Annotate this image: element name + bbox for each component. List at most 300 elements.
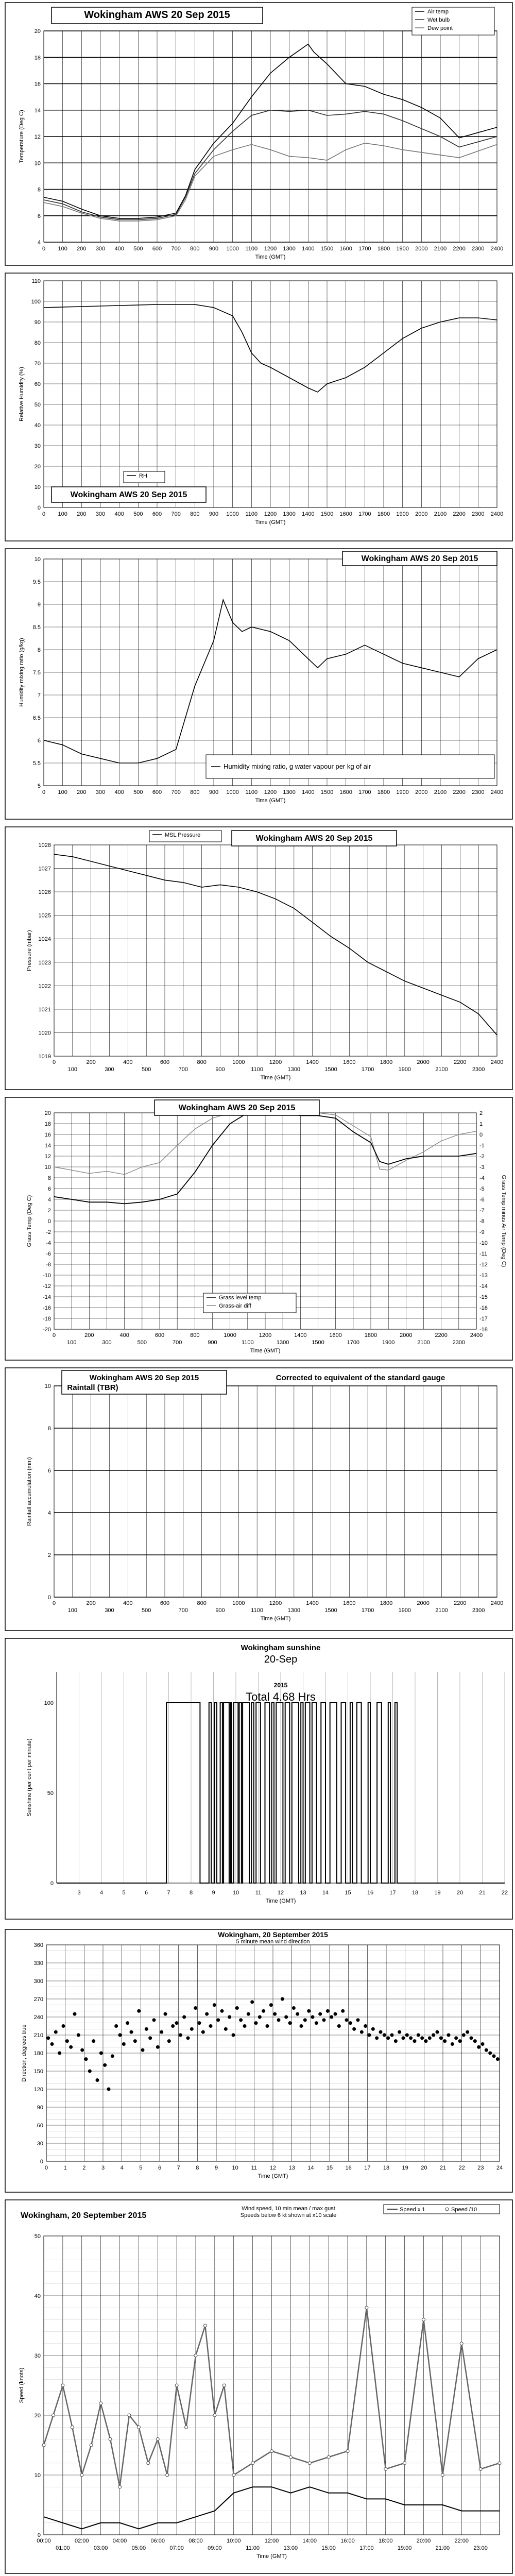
scatter-point [65,2039,69,2043]
y-tick-label: 1024 [38,936,51,943]
y-tick-label: 40 [34,2293,41,2299]
scatter-point [371,2027,375,2031]
x-tick-label: 07:00 [169,2545,184,2551]
y-tick-label-right: -2 [479,1154,485,1160]
scatter-point [311,2015,315,2019]
x-tick-label: 1200 [264,511,277,517]
x-tick-label: 2000 [400,1332,413,1338]
scatter-point [485,2048,488,2052]
scatter-point [481,2042,485,2046]
scatter-point [194,2006,197,2010]
x-tick-label: 2400 [470,1332,483,1338]
x-tick-label: 900 [215,1066,225,1073]
x-tick-label: 22 [458,2165,465,2171]
chart-year: 2015 [273,1682,288,1689]
x-tick-label: 400 [114,246,124,252]
scatter-point [145,2027,148,2031]
scatter-point [164,2012,167,2016]
x-tick-label: 2200 [454,1059,467,1065]
y-tick-label: 6 [37,738,41,744]
y-tick-label: 8 [47,1426,51,1432]
series-point [147,2462,150,2465]
x-tick-label: 1700 [361,1066,374,1073]
x-tick-label: 2100 [435,1066,448,1073]
y-axis-label: Relative Humidity (%) [19,367,25,421]
x-tick-label: 1600 [339,511,352,517]
x-tick-label: 400 [123,1600,133,1606]
x-tick-label: 1400 [302,789,315,795]
y-tick-label: 4 [47,1197,51,1203]
scatter-point [133,2039,137,2043]
x-tick-label: 15:00 [321,2545,336,2551]
chart-subtitle: 5 minute mean wind direction [236,1939,310,1945]
y-tick-label: 30 [37,2141,43,2147]
scatter-point [54,2030,58,2034]
x-tick-label: 1900 [396,511,409,517]
scatter-point [462,2033,466,2037]
x-tick-label: 0 [42,789,46,795]
series-point [403,2462,406,2465]
x-tick-label: 600 [152,789,162,795]
scatter-point [417,2033,420,2037]
x-tick-label: 06:00 [150,2538,165,2544]
x-tick-label: 300 [102,1340,112,1346]
scatter-point [318,2012,322,2016]
x-tick-label: 14 [307,2165,314,2171]
scatter-point [284,2015,288,2019]
y-tick-label-right: -11 [479,1251,488,1257]
scatter-point [458,2039,462,2043]
y-tick-label-right: -13 [479,1273,488,1279]
scatter-point [114,2024,118,2028]
scatter-point [92,2039,95,2043]
y-tick-label-right: 2 [479,1110,483,1116]
scatter-point [360,2030,364,2034]
x-tick-label: 1000 [232,1600,245,1606]
y-tick-label: 16 [44,1132,51,1138]
series-point [52,2414,55,2417]
x-tick-label: 1300 [283,246,296,252]
x-axis-label: Time (GMT) [265,1898,296,1904]
series-point [251,2462,254,2465]
y-tick-label: 20 [34,28,41,35]
series-point [90,2444,93,2447]
y-tick-label: 1021 [38,1006,51,1013]
scatter-point [266,2024,269,2028]
x-tick-label: 19 [434,1890,441,1896]
scatter-point [300,2024,303,2028]
scatter-point [466,2030,469,2034]
x-tick-label: 1500 [324,1066,337,1073]
scatter-point [88,2070,92,2073]
grass-temp-chart [0,1095,515,1363]
y-tick-label: 8 [47,1175,51,1181]
scatter-point [111,2054,114,2058]
legend-entry: MSL Pressure [165,832,201,838]
x-tick-label: 1400 [302,246,315,252]
scatter-point [148,2036,152,2040]
scatter-point [201,2030,205,2034]
x-tick-label: 2300 [472,511,485,517]
series-point [99,2402,102,2405]
x-tick-label: 7 [177,2165,180,2171]
y-axis-label: Sunshine (per cent per minute) [26,1738,32,1817]
y-tick-label: 1026 [38,889,51,896]
scatter-point [103,2063,107,2067]
chart-subtitle: Speeds below 6 kt shown at x10 scale [240,2212,337,2218]
series-point [384,2467,387,2470]
y-tick-label: 1025 [38,912,51,919]
series-point [203,2324,207,2327]
y-tick-label: 1028 [38,842,51,849]
legend-entry: Dew point [427,25,453,31]
y-tick-label: -6 [46,1251,51,1257]
y-tick-label: 7.5 [32,670,41,676]
scatter-point [496,2057,500,2061]
y-tick-label: 9 [37,602,41,608]
x-tick-label: 09:00 [208,2545,222,2551]
y-tick-label: 6 [47,1468,51,1474]
x-tick-label: 21:00 [435,2545,450,2551]
scatter-point [277,2018,281,2022]
x-tick-label: 1500 [320,789,334,795]
scatter-point [315,2021,318,2025]
x-tick-label: 19:00 [397,2545,412,2551]
x-tick-label: 2400 [490,1600,504,1606]
y-tick-label-right: -6 [479,1197,485,1203]
x-tick-label: 1200 [264,789,277,795]
x-tick-label: 300 [105,1066,114,1073]
y-tick-label: 240 [33,2014,43,2021]
x-axis-label: Time (GMT) [260,1616,291,1622]
x-tick-label: 01:00 [56,2545,70,2551]
chart-title: Wokingham AWS 20 Sep 2015 [89,1374,199,1382]
x-tick-label: 700 [171,246,181,252]
y-axis-label: Direction, degrees true [21,2024,27,2082]
x-tick-label: 23:00 [473,2545,488,2551]
scatter-point [228,2015,231,2019]
x-tick-label: 15 [326,2165,333,2171]
x-tick-label: 2 [82,2165,86,2171]
series-point [289,2455,292,2459]
series-point [365,2306,368,2309]
scatter-point [118,2033,122,2037]
y-tick-label-right: -10 [479,1240,488,1246]
y-tick-label: 10 [34,160,41,167]
y-tick-label: 120 [33,2087,43,2093]
y-axis-label: Speed (knots) [19,2367,25,2403]
x-tick-label: 1100 [251,1607,263,1614]
x-tick-label: 1000 [226,511,239,517]
y-tick-label: 10 [34,484,41,490]
x-tick-label: 1700 [358,789,371,795]
scatter-point [394,2039,398,2043]
y-tick-label: 10 [34,2472,41,2479]
x-tick-label: 100 [58,511,67,517]
chart-title: Wokingham, 20 September 2015 [218,1930,328,1939]
scatter-point [107,2088,111,2091]
series-point [194,2354,197,2357]
scatter-point [334,2012,337,2016]
y-tick-label: 330 [33,1960,43,1967]
y-tick-label: 30 [34,2353,41,2359]
scatter-point [470,2036,473,2040]
y-axis-label: Humidity mixing ratio (g/kg) [19,638,25,707]
x-tick-label: 20 [456,1890,464,1896]
y-tick-label: 300 [33,1978,43,1985]
scatter-point [80,2048,84,2052]
scatter-point [390,2033,394,2037]
x-tick-label: 300 [95,789,106,795]
x-tick-label: 2000 [417,1059,430,1065]
x-tick-label: 9 [214,2165,218,2171]
x-tick-label: 800 [190,246,200,252]
y-tick-label: 5.5 [32,760,41,767]
x-tick-label: 1400 [294,1332,307,1338]
scatter-point [175,2021,179,2025]
series-point [109,2437,112,2441]
x-tick-label: 100 [66,1340,77,1346]
x-tick-label: 1300 [283,789,296,795]
scatter-point [46,2036,50,2040]
x-tick-label: 600 [154,1332,165,1338]
x-tick-label: 11 [255,1890,262,1896]
scatter-point [364,2024,367,2028]
x-tick-label: 2400 [490,789,504,795]
scatter-point [235,2006,239,2010]
series-point [441,2473,444,2477]
y-tick-label-right: -14 [479,1283,488,1290]
y-tick-label: 60 [37,2123,43,2129]
scatter-point [254,2021,258,2025]
x-tick-label: 0 [44,2165,48,2171]
x-tick-label: 1600 [343,1059,356,1065]
x-tick-label: 1200 [259,1332,272,1338]
scatter-point [436,2030,439,2034]
x-tick-label: 16 [345,2165,352,2171]
scatter-point [477,2045,480,2049]
x-tick-label: 8 [196,2165,199,2171]
y-tick-label-right: -16 [479,1305,488,1311]
x-tick-label: 1000 [232,1059,245,1065]
legend-entry: Humidity mixing ratio, g water vapour per kg of air [224,762,371,770]
series-point [156,2437,159,2441]
x-tick-label: 500 [133,511,143,517]
scatter-point [258,2015,262,2019]
y-tick-label: 1023 [38,959,51,966]
x-tick-label: 0 [52,1059,56,1065]
legend-swatch [445,2208,449,2211]
scatter-point [152,2018,156,2022]
y-tick-label: 80 [34,340,41,346]
x-tick-label: 23 [477,2165,484,2171]
x-tick-label: 1300 [283,511,296,517]
y-tick-label: -2 [46,1229,51,1235]
x-tick-label: 0 [42,511,46,517]
chart-title: Wokingham sunshine [241,1643,321,1652]
scatter-point [432,2033,435,2037]
x-tick-label: 22 [501,1890,508,1896]
x-tick-label: 04:00 [112,2538,127,2544]
x-tick-label: 700 [178,1066,188,1073]
y-tick-label: 6 [47,1186,51,1192]
y-tick-label: 10 [44,1164,51,1171]
x-tick-label: 600 [152,511,162,517]
x-tick-label: 400 [119,1332,129,1338]
y-tick-label: 8.5 [32,624,41,631]
x-tick-label: 22:00 [454,2538,469,2544]
scatter-point [356,2018,360,2022]
x-tick-label: 2000 [417,1600,430,1606]
y-tick-label: 110 [31,278,41,284]
scatter-point [224,2027,228,2031]
x-tick-label: 800 [197,1600,207,1606]
x-tick-label: 1400 [306,1059,319,1065]
y-tick-label: 1022 [38,983,51,990]
scatter-point [205,2012,209,2016]
x-tick-label: 200 [84,1332,94,1338]
scatter-point [58,2052,61,2055]
x-tick-label: 900 [215,1607,225,1614]
y-tick-label: 90 [37,2105,43,2111]
scatter-point [198,2021,201,2025]
series-point [308,2462,311,2465]
scatter-point [379,2030,383,2034]
chart-subtitle: 20-Sep [264,1654,298,1665]
x-tick-label: 1300 [287,1607,301,1614]
x-tick-label: 12:00 [264,2538,279,2544]
scatter-point [216,2018,220,2022]
chart-title: Wokingham AWS 20 Sep 2015 [70,490,187,499]
x-axis-label: Time (GMT) [256,2553,287,2560]
scatter-point [243,2024,247,2028]
scatter-point [84,2057,88,2061]
y-tick-label: 20 [44,1110,51,1116]
scatter-point [209,2024,213,2028]
series-point [479,2467,482,2470]
y-tick-label: 20 [34,2413,41,2419]
x-tick-label: 2300 [472,789,485,795]
chart-title: Wokingham AWS 20 Sep 2015 [178,1104,296,1112]
x-tick-label: 900 [208,1340,217,1346]
x-tick-label: 13 [300,1890,306,1896]
x-tick-label: 5 [122,1890,126,1896]
x-axis-label: Time (GMT) [255,254,286,260]
wind-speed-chart [0,2197,515,2576]
series-point [128,2414,131,2417]
chart-subtitle: Raintall (TBR) [67,1383,118,1392]
x-tick-label: 1100 [245,511,258,517]
scatter-point [50,2042,54,2046]
x-tick-label: 1300 [287,1066,301,1073]
x-tick-label: 1100 [251,1066,263,1073]
y-tick-label: 1027 [38,866,51,872]
x-tick-label: 1500 [320,246,334,252]
temperature-chart [0,0,515,268]
scatter-point [307,2009,311,2013]
y-tick-label: -10 [43,1273,51,1279]
series-point [327,2455,330,2459]
y-tick-label: -20 [43,1327,51,1333]
y-tick-label: 8 [37,187,41,193]
x-tick-label: 14:00 [302,2538,317,2544]
x-tick-label: 800 [190,1332,200,1338]
x-tick-label: 600 [160,1600,170,1606]
x-tick-label: 0 [42,246,46,252]
scatter-point [451,2042,454,2046]
x-tick-label: 400 [114,511,124,517]
scatter-point [330,2015,333,2019]
scatter-point [443,2039,447,2043]
x-tick-label: 2300 [472,1607,485,1614]
legend-entry: RH [139,473,147,479]
y-tick-label: 210 [33,2032,43,2039]
x-tick-label: 9 [212,1890,215,1896]
y-tick-label-right: -18 [479,1327,488,1333]
x-tick-label: 21 [479,1890,486,1896]
y-tick-label-right: -3 [479,1164,485,1171]
series-point [422,2318,425,2321]
scatter-point [398,2030,401,2034]
scatter-point [292,2006,296,2010]
y-tick-label: 60 [34,381,41,387]
x-tick-label: 18 [411,1890,419,1896]
x-tick-label: 2200 [454,1600,467,1606]
y-tick-label: 40 [34,422,41,429]
scatter-point [160,2030,163,2034]
x-tick-label: 500 [141,1607,151,1614]
x-tick-label: 1400 [306,1600,319,1606]
series-point [42,2444,45,2447]
scatter-point [156,2045,160,2049]
y-tick-label: 14 [44,1143,51,1149]
scatter-point [303,2018,307,2022]
wind-direction-chart [0,1927,515,2195]
scatter-point [420,2036,424,2040]
x-tick-label: 1600 [343,1600,356,1606]
x-tick-label: 16 [367,1890,374,1896]
x-tick-label: 300 [95,246,106,252]
x-tick-label: 10 [232,2165,238,2171]
x-tick-label: 19 [402,2165,408,2171]
y-tick-label: -8 [46,1262,51,1268]
x-tick-label: 2100 [434,511,447,517]
x-tick-label: 600 [160,1059,170,1065]
scatter-point [488,2052,492,2055]
x-tick-label: 900 [209,246,219,252]
x-tick-label: 1000 [224,1332,236,1338]
y-tick-label: 8 [37,647,41,653]
scatter-point [349,2021,352,2025]
scatter-point [368,2033,371,2037]
y-tick-label: 14 [34,107,41,114]
y-tick-label: 18 [44,1121,51,1127]
scatter-point [179,2033,182,2037]
x-tick-label: 13 [288,2165,295,2171]
scatter-point [262,2009,265,2013]
y-tick-label-right: -8 [479,1218,485,1225]
y-tick-label-right: 0 [479,1132,483,1138]
x-tick-label: 11:00 [246,2545,260,2551]
series-point [498,2462,501,2465]
y-tick-label: 10 [34,556,41,563]
y-tick-label: 50 [47,1790,54,1797]
y-tick-label: -4 [46,1240,51,1246]
x-tick-label: 1800 [377,246,390,252]
x-tick-label: 1100 [245,789,258,795]
scatter-point [386,2036,390,2040]
y-tick-label: 1019 [38,1054,51,1060]
